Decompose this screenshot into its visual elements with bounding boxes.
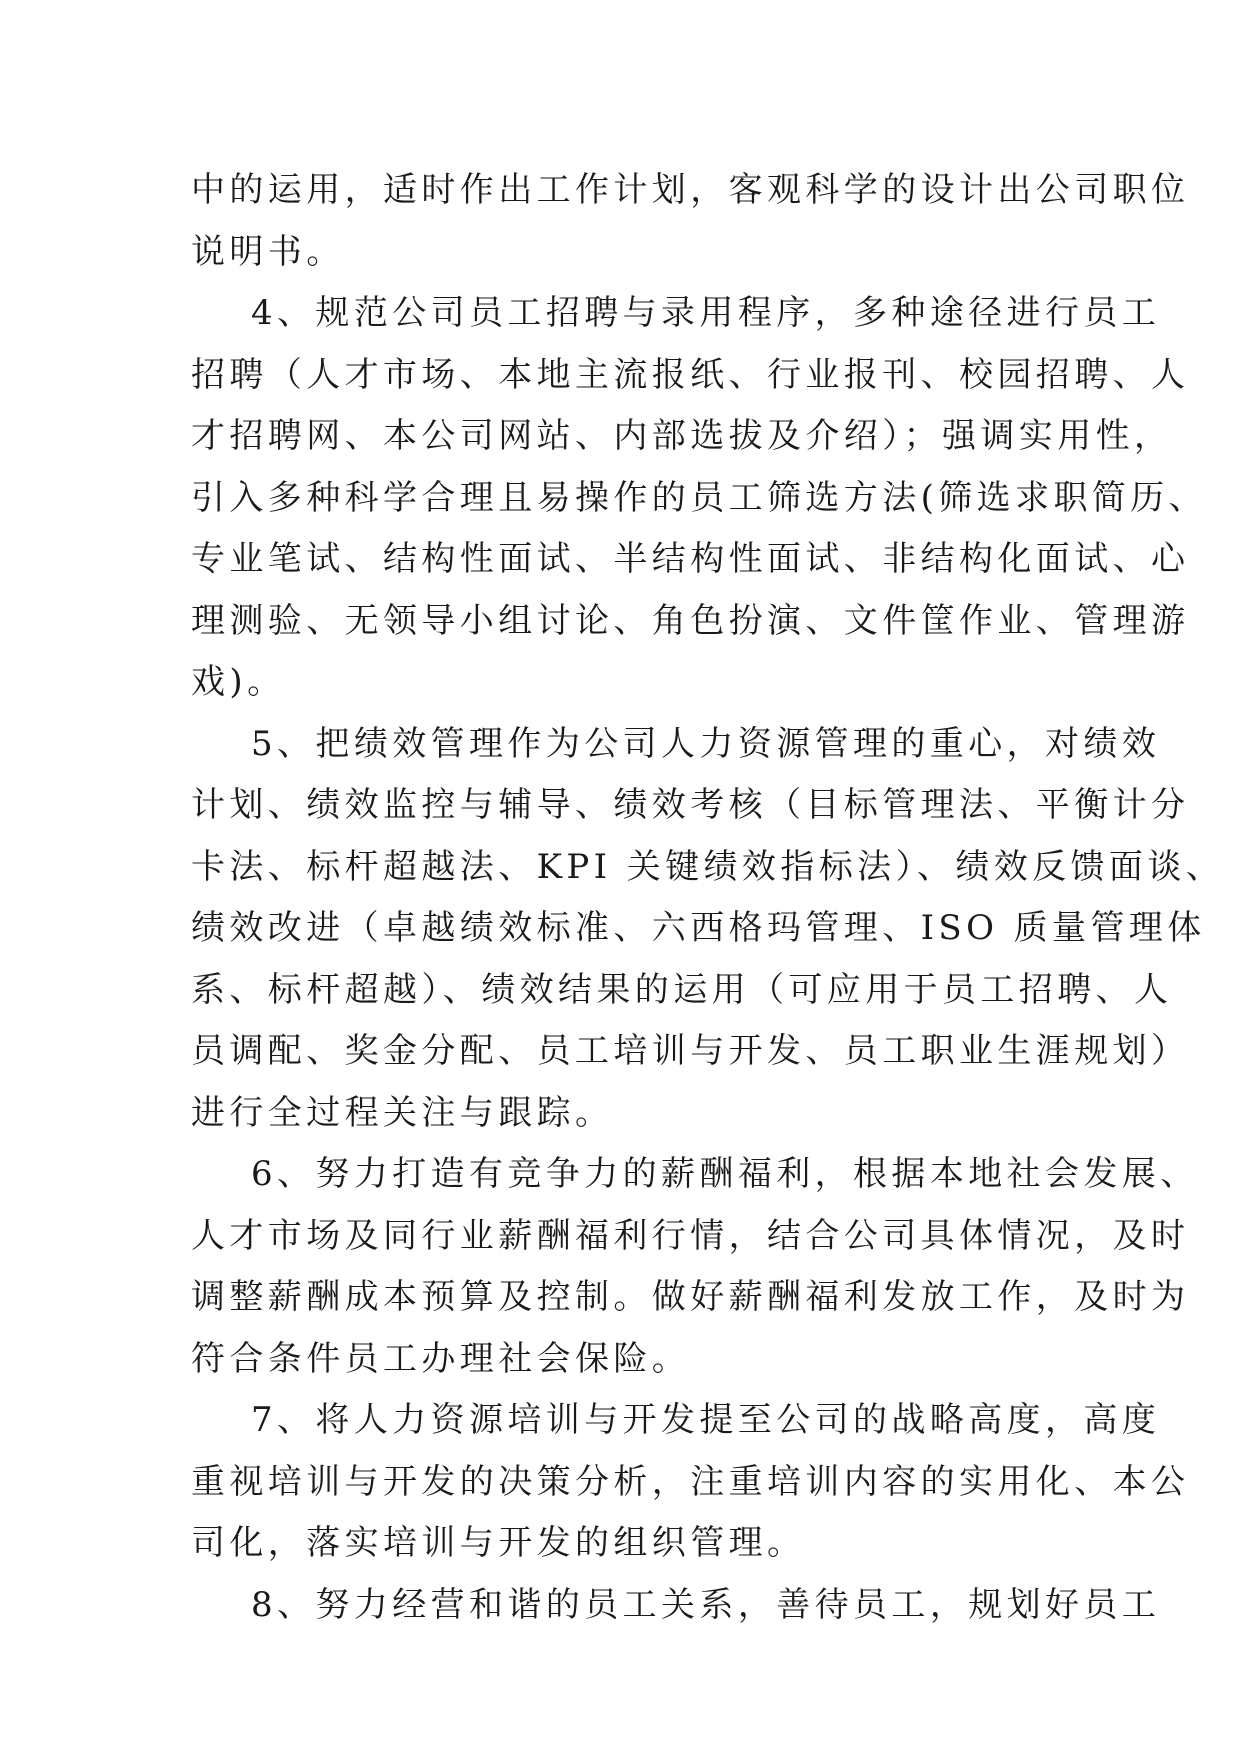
text-line: 8、努力经营和谐的员工关系，善待员工，规划好员工 [251, 1584, 1161, 1625]
text-line: 理测验、无领导小组讨论、角色扮演、文件筐作业、管理游 [191, 600, 1190, 641]
text-line: 戏)。 [191, 662, 286, 702]
paragraph-7 [191, 1390, 1190, 1575]
text-line: 招聘（人才市场、本地主流报纸、行业报刊、校园招聘、人 [191, 354, 1190, 395]
text-line: 4、规范公司员工招聘与录用程序，多种途径进行员工 [251, 293, 1161, 333]
text-line: 卡法、标杆超越法、KPI 关键绩效指标法）、绩效反馈面谈、 [191, 846, 1225, 887]
text-line: 5、把绩效管理作为公司人力资源管理的重心，对绩效 [251, 723, 1161, 764]
paragraph-5 [191, 714, 1225, 1145]
text-line: 7、将人力资源培训与开发提至公司的战略高度，高度 [251, 1400, 1161, 1440]
document-body [191, 160, 1225, 1636]
text-line: 说明书。 [191, 231, 345, 272]
text-line: 重视培训与开发的决策分析，注重培训内容的实用化、本公 [191, 1461, 1190, 1502]
paragraph-3-tail [191, 160, 1190, 283]
text-line: 才招聘网、本公司网站、内部选拔及介绍）；强调实用性， [191, 416, 1173, 456]
text-line: 符合条件员工办理社会保险。 [191, 1338, 691, 1379]
text-line: 引入多种科学合理且易操作的员工筛选方法(筛选求职简历、 [191, 477, 1208, 518]
text-line: 6、努力打造有竞争力的薪酬福利，根据本地社会发展、 [251, 1154, 1199, 1194]
paragraph-4 [191, 283, 1208, 714]
text-line: 调整薪酬成本预算及控制。做好薪酬福利发放工作，及时为 [191, 1277, 1190, 1317]
text-line: 系、标杆超越）、绩效结果的运用（可应用于员工招聘、人 [191, 969, 1173, 1010]
text-line: 司化，落实培训与开发的组织管理。 [191, 1523, 806, 1563]
text-line: 绩效改进（卓越绩效标准、六西格玛管理、ISO 质量管理体 [191, 908, 1206, 948]
paragraph-8 [191, 1575, 1161, 1637]
text-line: 中的运用，适时作出工作计划，客观科学的设计出公司职位 [191, 170, 1190, 210]
text-line: 员调配、奖金分配、员工培训与开发、员工职业生涯规划） [191, 1031, 1190, 1071]
text-line: 专业笔试、结构性面试、半结构性面试、非结构化面试、心 [191, 539, 1190, 579]
text-line: 计划、绩效监控与辅导、绩效考核（目标管理法、平衡计分 [191, 785, 1190, 825]
text-line: 人才市场及同行业薪酬福利行情，结合公司具体情况，及时 [191, 1215, 1190, 1256]
paragraph-6 [191, 1144, 1199, 1390]
text-line: 进行全过程关注与跟踪。 [191, 1092, 614, 1133]
